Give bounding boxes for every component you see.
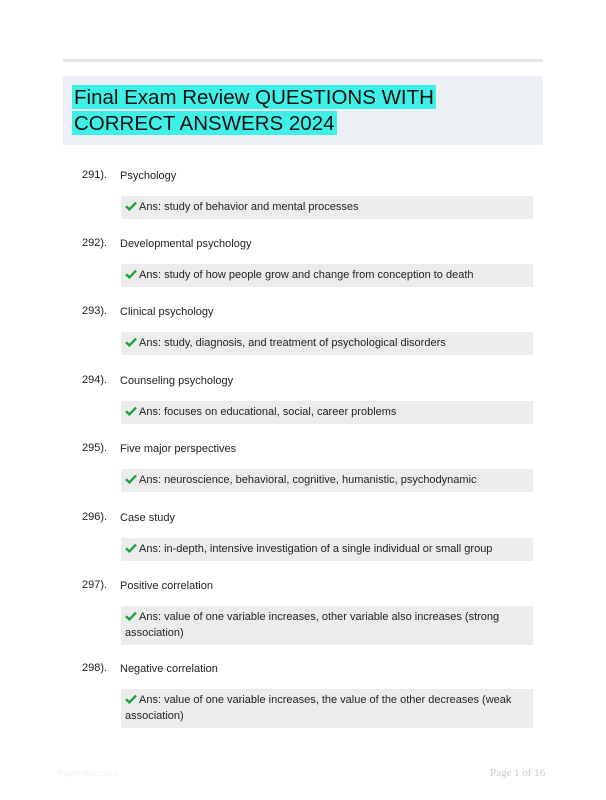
page-title [72, 85, 534, 137]
answer-box [121, 264, 533, 287]
check-icon [125, 694, 137, 704]
page-indicator: Page 1 of 16 [490, 767, 546, 779]
answer-box [121, 401, 533, 424]
question-text: Counseling psychology [120, 375, 234, 387]
question-number: 295). [82, 442, 108, 454]
check-icon [125, 337, 137, 347]
check-icon [125, 543, 137, 553]
question-number: 298). [82, 662, 108, 674]
answer-box [121, 689, 533, 728]
question-text: Psychology [120, 170, 177, 182]
answer-text: Ans: study of how people grow and change from conception to death [139, 269, 474, 281]
question-number: 292). [82, 237, 108, 249]
question-text: Clinical psychology [120, 306, 214, 318]
title-banner [63, 76, 543, 145]
question-text: Five major perspectives [120, 443, 237, 455]
answer-box [121, 538, 533, 561]
question-text: Negative correlation [120, 663, 218, 675]
answer-box [121, 469, 533, 492]
answer-text: Ans: value of one variable increases, the value of the other decreases (weak association) [125, 694, 512, 722]
check-icon [125, 474, 137, 484]
check-icon [125, 201, 137, 211]
question-text: Developmental psychology [120, 238, 252, 250]
page-title-text: Final Exam Review QUESTIONS WITH CORRECT ANSWERS 2024 [74, 86, 434, 135]
answer-text: Ans: value of one variable increases, other variable also increases (strong association) [125, 611, 500, 639]
question-text: Positive correlation [120, 580, 213, 592]
question-number: 294). [82, 374, 108, 386]
footer-watermark: Paperstdc.com [58, 768, 119, 778]
question-number: 296). [82, 511, 108, 523]
answer-text: Ans: focuses on educational, social, career problems [139, 406, 397, 418]
answer-text: Ans: in-depth, intensive investigation of a single individual or small group [139, 543, 493, 555]
question-text: Case study [120, 512, 176, 524]
answer-box [121, 196, 533, 219]
answer-box [121, 332, 533, 355]
question-number: 291). [82, 169, 108, 181]
answer-text: Ans: study, diagnosis, and treatment of psychological disorders [139, 337, 446, 349]
question-number: 297). [82, 579, 108, 591]
check-icon [125, 406, 137, 416]
check-icon [125, 611, 137, 621]
answer-box [121, 606, 533, 645]
answer-text: Ans: neuroscience, behavioral, cognitive, humanistic, psychodynamic [139, 474, 477, 486]
top-divider [63, 59, 543, 62]
answer-text: Ans: study of behavior and mental processes [139, 201, 359, 213]
check-icon [125, 269, 137, 279]
question-number: 293). [82, 305, 108, 317]
